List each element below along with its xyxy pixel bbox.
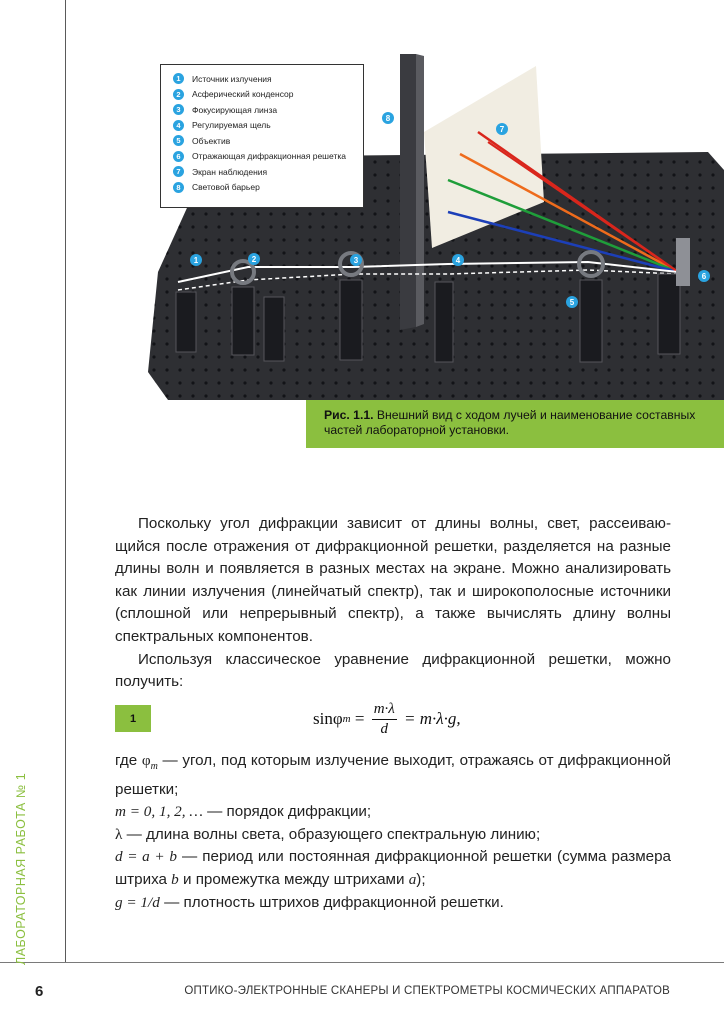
- legend-badge: 3: [173, 104, 184, 115]
- definition-text: и промежутка между штрихами: [178, 871, 409, 888]
- body-paragraphs: [115, 513, 671, 694]
- definition-d: [115, 846, 671, 891]
- legend-item: [173, 133, 363, 149]
- equation-lhs: sinφ: [313, 709, 343, 728]
- svg-text:4: 4: [455, 256, 461, 265]
- definition-text: );: [416, 871, 426, 888]
- definition-text: — длина волны света, образующего спектральную линию;: [122, 825, 541, 843]
- definition-m: [115, 801, 671, 824]
- definition-lambda: [115, 824, 671, 847]
- legend-item: [173, 180, 363, 196]
- legend-item: [173, 118, 363, 134]
- figure-legend: [160, 64, 364, 208]
- legend-label: Асферический конденсор: [192, 89, 294, 100]
- definition-g: [115, 892, 671, 915]
- legend-badge: 5: [173, 135, 184, 146]
- equation-number: 1: [115, 705, 151, 732]
- side-section-label: ЛАБОРАТОРНАЯ РАБОТА № 1: [14, 772, 28, 965]
- equation-fraction: [372, 701, 397, 738]
- svg-text:3: 3: [353, 256, 359, 265]
- definition-text: — плотность штрихов дифракционной решетки.: [159, 893, 504, 911]
- definition-text: — угол, под которым излучение выходит, отражаясь от дифракционной решетки;: [115, 752, 672, 798]
- grating-mount: [676, 238, 690, 286]
- svg-text:1: 1: [193, 256, 199, 265]
- legend-label: Источник излучения: [192, 73, 272, 84]
- svg-text:8: 8: [385, 114, 391, 123]
- legend-item: [173, 164, 363, 180]
- symbol-g: g = 1/d: [115, 893, 160, 911]
- legend-badge: 4: [173, 120, 184, 131]
- legend-item: [173, 87, 363, 103]
- equation-subscript: m: [342, 713, 351, 725]
- figure-caption: [306, 400, 724, 448]
- legend-badge: 1: [173, 73, 184, 84]
- caption-text: Внешний вид с ходом лучей и наименование составных частей лабораторной установки.: [324, 408, 696, 437]
- footer-rule: [0, 962, 724, 963]
- caption-label: Рис. 1.1.: [324, 408, 374, 422]
- paragraph: Используя классическое уравнение дифракционной решетки, можно получить:: [115, 650, 671, 691]
- light-barrier-panel: [400, 54, 416, 330]
- legend-label: Отражающая дифракционная решетка: [192, 151, 346, 162]
- equation-equals: =: [350, 709, 369, 728]
- equation-numerator: m·λ: [372, 701, 397, 720]
- margin-rule-vertical: [65, 0, 66, 962]
- legend-badge: 2: [173, 89, 184, 100]
- symbol-a: a: [408, 871, 417, 888]
- symbol-b: b: [171, 871, 179, 888]
- legend-label: Объектив: [192, 135, 231, 146]
- symbol-d: d = a + b: [115, 848, 177, 866]
- light-barrier-edge: [416, 54, 424, 327]
- symbol-lambda: λ: [115, 825, 123, 843]
- svg-text:5: 5: [569, 298, 575, 307]
- legend-item: [173, 71, 363, 87]
- svg-text:2: 2: [251, 255, 257, 264]
- definition-prefix: где: [115, 752, 142, 769]
- definitions-list: [115, 750, 671, 914]
- legend-badge: 7: [173, 166, 184, 177]
- legend-item: [173, 149, 363, 165]
- svg-text:6: 6: [701, 272, 707, 281]
- legend-label: Световой барьер: [192, 182, 260, 193]
- equation-rhs: = m·λ·g,: [399, 709, 461, 728]
- legend-label: Экран наблюдения: [192, 166, 268, 177]
- equation-denominator: d: [380, 720, 388, 737]
- svg-text:7: 7: [499, 125, 505, 134]
- definition-text: — период или постоянная дифракционной решетки (сумма размера штриха: [115, 848, 672, 888]
- equation: [313, 696, 461, 742]
- legend-badge: 8: [173, 182, 184, 193]
- legend-label: Регулируемая щель: [192, 120, 271, 131]
- legend-label: Фокусирующая линза: [192, 104, 278, 115]
- definition-phi: [115, 750, 671, 801]
- legend-badge: 6: [173, 151, 184, 162]
- legend-item: [173, 102, 363, 118]
- symbol-m: m = 0, 1, 2, …: [115, 803, 203, 821]
- page-number: 6: [35, 983, 44, 1000]
- symbol-phi-sub: m: [150, 761, 158, 773]
- definition-text: — порядок дифракции;: [202, 803, 372, 821]
- symbol-phi: φ: [141, 752, 151, 769]
- footer-book-title: ОПТИКО-ЭЛЕКТРОННЫЕ СКАНЕРЫ И СПЕКТРОМЕТРЫ КОСМИЧЕСКИХ АППАРАТОВ: [184, 985, 670, 997]
- paragraph: Поскольку угол дифракции зависит от длины волны, свет, рассеивающийся после отражения от дифракционной решетки, разделяется на разные длины волн и появляется в разных местах на экране. Можно анализировать как линии излучения (линейчатый спектр), так и широкополосные источники (сплошной или непрерывный спектр), а также вычислять длину волны спектральных компонентов.: [115, 515, 671, 645]
